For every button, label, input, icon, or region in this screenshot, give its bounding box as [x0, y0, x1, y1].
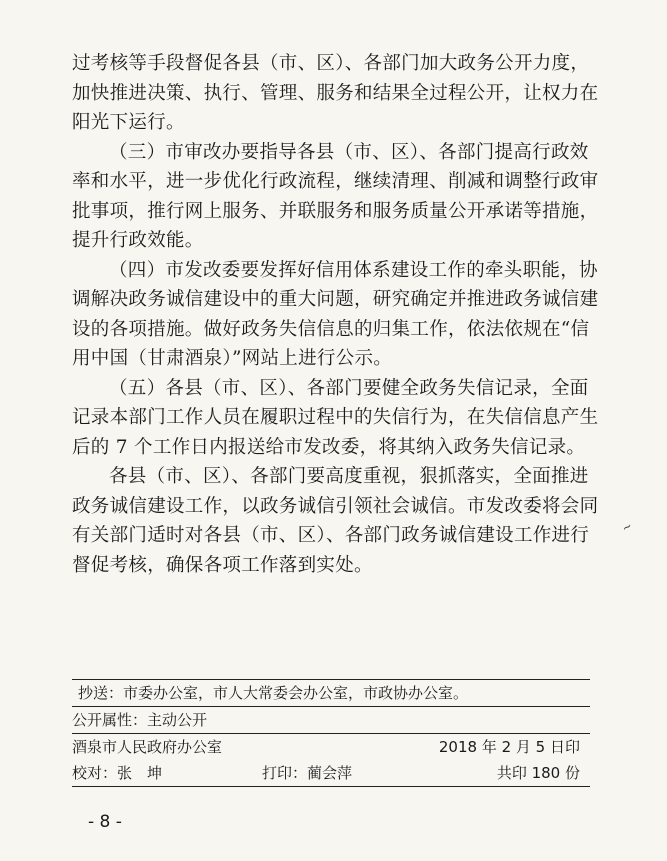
- paragraph: [72, 374, 599, 463]
- text-line: 用中国（甘肃酒泉）”网站上进行公示。: [72, 348, 393, 369]
- paragraph: [72, 256, 599, 374]
- text-line: 各县（市、区）、各部门要高度重视，狠抓落实，全面推进: [109, 466, 589, 487]
- print-date: 2018 年 2 月 5 日印: [438, 738, 580, 756]
- cc-row: [72, 680, 590, 706]
- text-line: 阳光下运行。: [72, 112, 185, 133]
- text-line: 过考核等手段督促各县（市、区）、各部门加大政务公开力度，: [72, 53, 590, 74]
- text-line: 有关部门适时对各县（市、区）、各部门政务诚信建设工作进行: [72, 525, 590, 546]
- stray-mark: ∼: [619, 518, 635, 536]
- text-line: 设的各项措施。做好政务失信信息的归集工作，依法依规在“信: [72, 318, 590, 340]
- document-footer: [72, 679, 590, 787]
- text-line: 记录本部门工作人员在履职过程中的失信行为，在失信信息产生: [72, 407, 599, 428]
- body-text: [72, 49, 599, 580]
- text-line: 调解决政务诚信建设中的重大问题，研究确定并推进政务诚信建: [72, 289, 599, 310]
- issuer-row: [72, 734, 590, 760]
- text-line: 督促考核，确保各项工作落到实处。: [72, 554, 373, 576]
- text-line: 批事项，推行网上服务、并联服务和服务质量公开承诺等措施，: [72, 200, 599, 222]
- text-line: 率和水平，进一步优化行政流程，继续清理、削减和调整行政审: [72, 171, 599, 192]
- print-info-row: [72, 760, 590, 786]
- text-line: 后的 7 个工作日内报送给市发改委，将其纳入政务失信记录。: [72, 436, 586, 458]
- proofreader: 校对：张 坤: [72, 764, 163, 782]
- text-line: （三）市审改办要指导各县（市、区）、各部门提高行政效: [109, 141, 589, 163]
- paragraph: [72, 462, 599, 580]
- footer-rule: [72, 786, 590, 787]
- disclosure-row: [72, 707, 590, 733]
- issuing-office: 酒泉市人民政府办公室: [72, 738, 223, 756]
- paragraph: [72, 138, 599, 256]
- text-line: 加快推进决策、执行、管理、服务和结果全过程公开，让权力在: [72, 82, 599, 104]
- printer: 打印：蔺会萍: [262, 764, 353, 782]
- page-number: - 8 -: [88, 812, 122, 832]
- cc-list: 抄送：市委办公室，市人大常委会办公室，市政协办公室。: [78, 684, 469, 702]
- text-line: （五）各县（市、区）、各部门要健全政务失信记录，全面: [109, 377, 589, 399]
- paragraph: [72, 49, 599, 138]
- copy-count: 共印 180 份: [496, 764, 580, 782]
- text-line: 提升行政效能。: [72, 230, 204, 251]
- text-line: （四）市发改委要发挥好信用体系建设工作的牵头职能，协: [109, 259, 598, 281]
- text-line: 政务诚信建设工作，以政务诚信引领社会诚信。市发改委将会同: [72, 495, 599, 517]
- disclosure-attribute: 公开属性：主动公开: [72, 711, 208, 729]
